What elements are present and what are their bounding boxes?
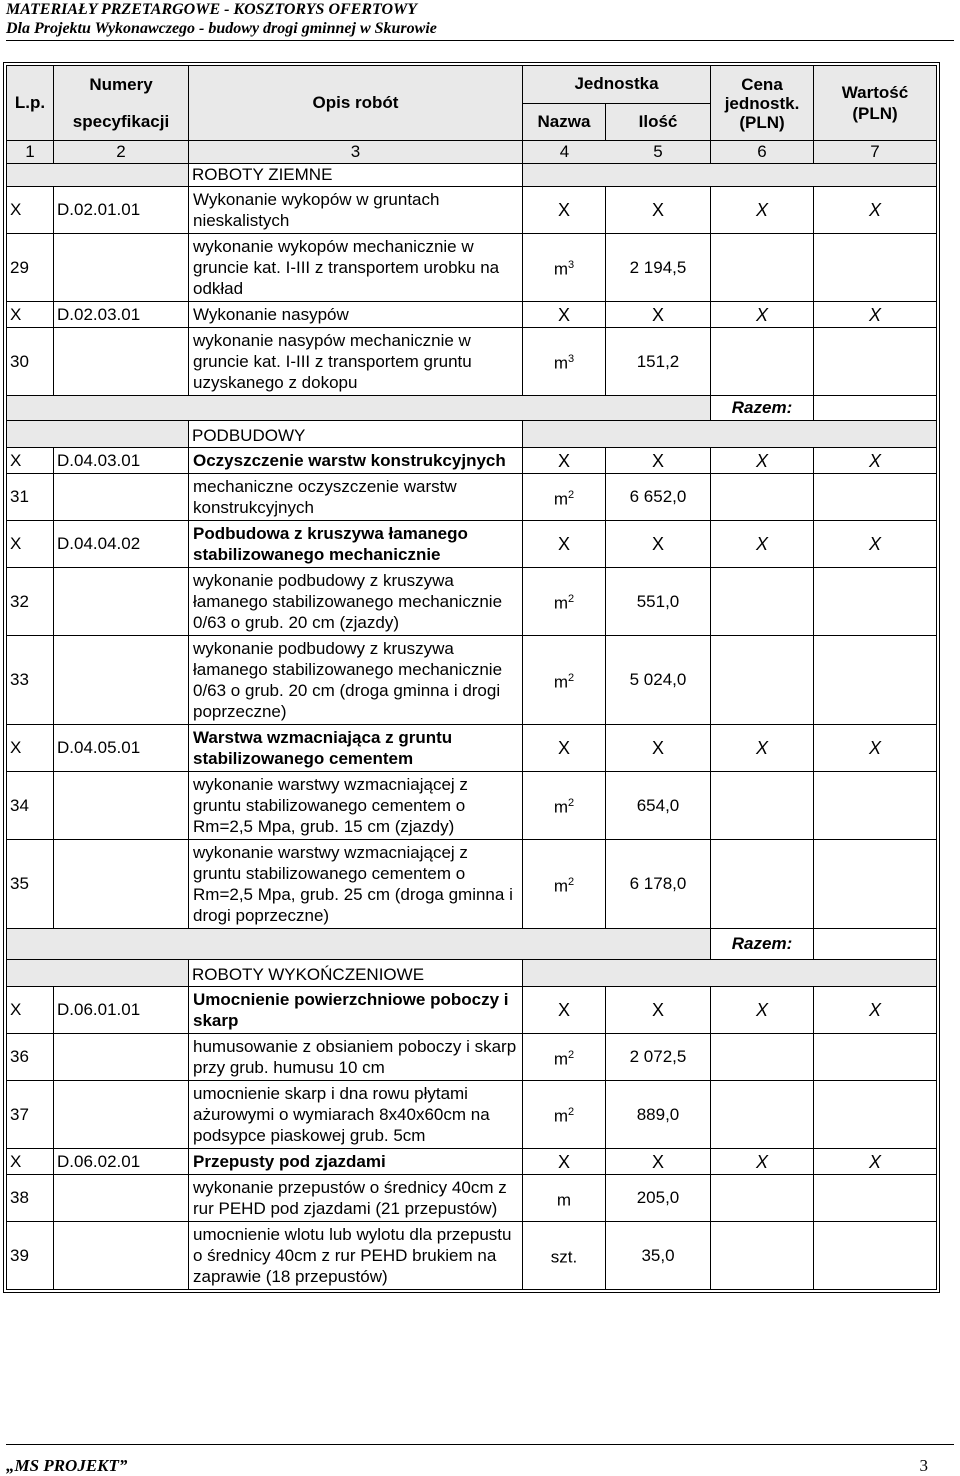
x-mark: X [606, 302, 711, 328]
razem-row [7, 396, 937, 421]
section-title: ROBOTY ZIEMNE [189, 164, 523, 187]
group-title: Oczyszczenie warstw konstrukcyjnych [189, 448, 523, 474]
razem-label: Razem: [711, 396, 814, 421]
x-mark: X [523, 521, 606, 568]
group-lp: X [7, 725, 54, 772]
x-mark: X [606, 521, 711, 568]
item-lp: 34 [7, 772, 54, 840]
group-lp: X [7, 1149, 54, 1175]
col-header-cena: Cena jednostk. (PLN) [711, 66, 814, 141]
item-lp: 33 [7, 636, 54, 725]
group-spec: D.06.02.01 [54, 1149, 189, 1175]
footer-company: „MS PROJEKT” [6, 1456, 128, 1475]
item-desc: wykonanie podbudowy z kruszywa łamanego stabilizowanego mechanicznie 0/63 o grub. 20 cm (zjazdy) [189, 568, 523, 636]
group-spec: D.02.03.01 [54, 302, 189, 328]
section-row [7, 164, 937, 187]
item-desc: wykonanie warstwy wzmacniającej z gruntu stabilizowanego cementem o Rm=2,5 Mpa, grub. 25 cm (droga gminna i drogi poprzeczne) [189, 840, 523, 929]
section-title: PODBUDOWY [189, 421, 523, 448]
group-spec: D.04.05.01 [54, 725, 189, 772]
item-qty: 2 194,5 [606, 234, 711, 302]
group-title: Wykonanie nasypów [189, 302, 523, 328]
header-rule [6, 40, 954, 41]
item-price [711, 772, 814, 840]
x-mark: X [523, 187, 606, 234]
col-header-specyfikacji: specyfikacji [54, 103, 189, 141]
item-qty: 551,0 [606, 568, 711, 636]
col-header-jednostka: Jednostka [523, 66, 711, 104]
item-lp: 32 [7, 568, 54, 636]
item-price [711, 1222, 814, 1290]
item-price [711, 474, 814, 521]
item-desc: wykonanie warstwy wzmacniającej z gruntu stabilizowanego cementem o Rm=2,5 Mpa, grub. 15 cm (zjazdy) [189, 772, 523, 840]
item-desc: wykonanie przepustów o średnicy 40cm z rur PEHD pod zjazdami (21 przepustów) [189, 1175, 523, 1222]
group-title: Przepusty pod zjazdami [189, 1149, 523, 1175]
item-value [814, 636, 937, 725]
col-header-ilosc: Ilość [606, 103, 711, 141]
group-title: Umocnienie powierzchniowe poboczy i skarp [189, 987, 523, 1034]
item-price [711, 568, 814, 636]
item-unit: $m^2$ [523, 840, 606, 929]
item-lp: 29 [7, 234, 54, 302]
col-number: 4 [559, 142, 570, 161]
item-desc: humusowanie z obsianiem poboczy i skarp przy grub. humusu 10 cm [189, 1034, 523, 1081]
razem-value [814, 929, 937, 960]
x-mark: X [711, 987, 814, 1034]
item-price [711, 1034, 814, 1081]
item-row [7, 474, 937, 521]
x-mark: X [814, 725, 937, 772]
x-mark: X [523, 1149, 606, 1175]
item-desc: wykonanie wykopów mechanicznie w gruncie kat. I-III z transportem urobku na odkład [189, 234, 523, 302]
col-number: 5 [653, 142, 663, 161]
col-number: 6 [711, 141, 814, 164]
item-value [814, 1175, 937, 1222]
x-mark: X [711, 521, 814, 568]
razem-label: Razem: [711, 929, 814, 960]
item-price [711, 234, 814, 302]
section-row [7, 421, 937, 448]
cost-estimate-table [6, 65, 937, 1290]
item-unit: $m^2$ [523, 636, 606, 725]
header-subtitle: Dla Projektu Wykonawczego - budowy drogi gminnej w Skurowie [6, 20, 437, 37]
group-row [7, 521, 937, 568]
item-row [7, 328, 937, 396]
group-title: Wykonanie wykopów w gruntach nieskalistych [189, 187, 523, 234]
col-number: 7 [814, 141, 937, 164]
item-value [814, 1081, 937, 1149]
item-row [7, 234, 937, 302]
group-row [7, 725, 937, 772]
col-header-wartosc: Wartość (PLN) [814, 66, 937, 141]
x-mark: X [606, 987, 711, 1034]
x-mark: X [606, 187, 711, 234]
group-row [7, 302, 937, 328]
x-mark: X [606, 725, 711, 772]
item-lp: 37 [7, 1081, 54, 1149]
item-qty: 6 178,0 [606, 840, 711, 929]
item-desc: umocnienie skarp i dna rowu płytami ażurowymi o wymiarach 8x40x60cm na podsypce piaskowej grub. 5cm [189, 1081, 523, 1149]
item-row [7, 1081, 937, 1149]
item-lp: 39 [7, 1222, 54, 1290]
item-price [711, 636, 814, 725]
item-value [814, 1222, 937, 1290]
x-mark: X [523, 725, 606, 772]
cost-estimate-table-frame [3, 62, 940, 1293]
item-unit: m [523, 1175, 606, 1222]
item-qty: 35,0 [606, 1222, 711, 1290]
item-desc: wykonanie podbudowy z kruszywa łamanego stabilizowanego mechanicznie 0/63 o grub. 20 cm (droga gminna i drogi poprzeczne) [189, 636, 523, 725]
x-mark: X [523, 987, 606, 1034]
item-row [7, 840, 937, 929]
section-title: ROBOTY WYKOŃCZENIOWE [189, 960, 523, 987]
item-row [7, 1034, 937, 1081]
group-row [7, 187, 937, 234]
x-mark: X [606, 448, 711, 474]
item-unit: $m^3$ [523, 234, 606, 302]
column-number-row [7, 141, 937, 164]
item-unit: $m^2$ [523, 1081, 606, 1149]
page-header [6, 0, 954, 38]
group-lp: X [7, 187, 54, 234]
item-qty: 6 652,0 [606, 474, 711, 521]
col-number: 2 [54, 141, 189, 164]
item-qty: 151,2 [606, 328, 711, 396]
col-header-opis: Opis robót [189, 66, 523, 141]
item-row [7, 1175, 937, 1222]
item-lp: 30 [7, 328, 54, 396]
x-mark: X [711, 302, 814, 328]
item-price [711, 1081, 814, 1149]
x-mark: X [711, 725, 814, 772]
group-spec: D.02.01.01 [54, 187, 189, 234]
item-unit: szt. [523, 1222, 606, 1290]
group-lp: X [7, 302, 54, 328]
item-lp: 36 [7, 1034, 54, 1081]
section-row [7, 960, 937, 987]
x-mark: X [814, 187, 937, 234]
item-lp: 35 [7, 840, 54, 929]
col-number: 3 [189, 141, 523, 164]
group-lp: X [7, 448, 54, 474]
col-header-lp: L.p. [7, 66, 54, 141]
group-lp: X [7, 521, 54, 568]
razem-row [7, 929, 937, 960]
page-number: 3 [919, 1456, 928, 1475]
item-unit: $m^2$ [523, 568, 606, 636]
item-value [814, 1034, 937, 1081]
item-qty: 5 024,0 [606, 636, 711, 725]
item-price [711, 328, 814, 396]
x-mark: X [711, 1149, 814, 1175]
x-mark: X [711, 448, 814, 474]
x-mark: X [814, 1149, 937, 1175]
footer-rule [6, 1444, 954, 1445]
item-price [711, 840, 814, 929]
group-spec: D.04.04.02 [54, 521, 189, 568]
group-spec: D.06.01.01 [54, 987, 189, 1034]
group-lp: X [7, 987, 54, 1034]
item-value [814, 328, 937, 396]
item-unit: $m^2$ [523, 772, 606, 840]
item-row [7, 772, 937, 840]
group-title: Warstwa wzmacniająca z gruntu stabilizowanego cementem [189, 725, 523, 772]
col-number: 1 [7, 141, 54, 164]
item-value [814, 474, 937, 521]
item-unit: $m^2$ [523, 474, 606, 521]
table-header-row [7, 66, 937, 104]
group-row [7, 1149, 937, 1175]
x-mark: X [523, 448, 606, 474]
col-header-nazwa: Nazwa [523, 103, 606, 141]
item-qty: 205,0 [606, 1175, 711, 1222]
item-value [814, 840, 937, 929]
item-desc: umocnienie wlotu lub wylotu dla przepustu o średnicy 40cm z rur PEHD brukiem na zaprawie (18 przepustów) [189, 1222, 523, 1290]
group-row [7, 448, 937, 474]
col-number-pair [523, 141, 711, 164]
razem-value [814, 396, 937, 421]
item-lp: 38 [7, 1175, 54, 1222]
item-qty: 654,0 [606, 772, 711, 840]
x-mark: X [606, 1149, 711, 1175]
item-value [814, 234, 937, 302]
x-mark: X [523, 302, 606, 328]
item-desc: mechaniczne oczyszczenie warstw konstrukcyjnych [189, 474, 523, 521]
group-spec: D.04.03.01 [54, 448, 189, 474]
item-qty: 2 072,5 [606, 1034, 711, 1081]
x-mark: X [814, 987, 937, 1034]
x-mark: X [814, 521, 937, 568]
item-qty: 889,0 [606, 1081, 711, 1149]
item-row [7, 636, 937, 725]
group-title: Podbudowa z kruszywa łamanego stabilizowanego mechanicznie [189, 521, 523, 568]
item-lp: 31 [7, 474, 54, 521]
group-row [7, 987, 937, 1034]
item-desc: wykonanie nasypów mechanicznie w gruncie kat. I-III z transportem gruntu uzyskanego z dokopu [189, 328, 523, 396]
header-title: MATERIAŁY PRZETARGOWE - KOSZTORYS OFERTOWY [6, 1, 418, 18]
item-price [711, 1175, 814, 1222]
item-value [814, 568, 937, 636]
x-mark: X [814, 302, 937, 328]
x-mark: X [711, 187, 814, 234]
item-value [814, 772, 937, 840]
item-unit: $m^3$ [523, 328, 606, 396]
item-unit: $m^2$ [523, 1034, 606, 1081]
col-header-numery: Numery [54, 66, 189, 104]
x-mark: X [814, 448, 937, 474]
item-row [7, 568, 937, 636]
item-row [7, 1222, 937, 1290]
